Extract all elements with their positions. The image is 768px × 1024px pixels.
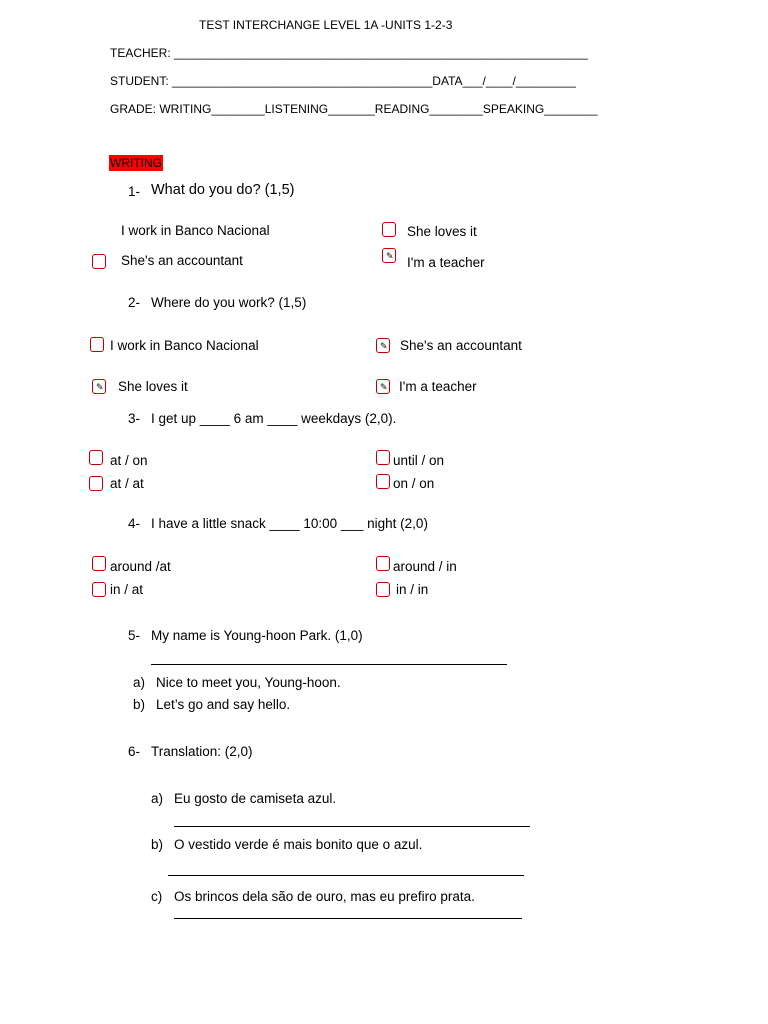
q6-number: 6- xyxy=(128,744,141,759)
q2-checkbox-accountant[interactable] xyxy=(376,338,390,353)
q6-answer-line-b[interactable] xyxy=(168,875,524,876)
student-field[interactable]: STUDENT: _______________________________________DATA___/____/_________ xyxy=(110,74,576,88)
q1-number: 1- xyxy=(128,184,141,199)
q6-item-letter: c) xyxy=(151,889,163,904)
q4-option-label: around /at xyxy=(110,559,171,574)
q4-option-label: in / in xyxy=(396,582,429,597)
q4-checkbox-in-in[interactable] xyxy=(376,582,390,597)
q5-answer-line[interactable] xyxy=(151,664,507,665)
section-writing-label: WRITING xyxy=(110,156,162,170)
q2-text: Where do you work? (1,5) xyxy=(151,295,307,310)
q4-checkbox-in-at[interactable] xyxy=(92,582,106,597)
q6-item-letter: b) xyxy=(151,837,164,852)
q3-option-label: on / on xyxy=(393,476,435,491)
q4-text: I have a little snack ____ 10:00 ___ night (2,0) xyxy=(151,516,428,531)
q2-checkbox-teacher[interactable] xyxy=(376,379,390,394)
q1-checkbox-accountant[interactable] xyxy=(92,254,106,269)
q4-option-label: in / at xyxy=(110,582,144,597)
q3-option-label: at / at xyxy=(110,476,144,491)
q2-checkbox-banco[interactable] xyxy=(90,337,104,352)
q6-item-text: O vestido verde é mais bonito que o azul. xyxy=(174,837,423,852)
q3-checkbox-at-at[interactable] xyxy=(89,476,103,491)
q6-item-letter: a) xyxy=(151,791,164,806)
pencil-check-mark-icon: ✎ xyxy=(380,341,388,351)
q6-text: Translation: (2,0) xyxy=(151,744,253,759)
pencil-check-mark-icon: ✎ xyxy=(380,382,388,392)
pencil-check-mark-icon: ✎ xyxy=(386,251,394,261)
q2-option-label: I'm a teacher xyxy=(399,379,477,394)
q3-option-label: until / on xyxy=(393,453,445,468)
q5-option-letter: a) xyxy=(133,675,146,690)
q2-option-label: I work in Banco Nacional xyxy=(110,338,259,353)
q4-option-label: around / in xyxy=(393,559,457,574)
q1-text: What do you do? (1,5) xyxy=(151,182,295,198)
q2-option-label: She's an accountant xyxy=(400,338,522,353)
q4-checkbox-around-at[interactable] xyxy=(92,556,106,571)
q5-option-text: Nice to meet you, Young-hoon. xyxy=(156,675,341,690)
q3-checkbox-on-on[interactable] xyxy=(376,474,390,489)
q5-option-letter: b) xyxy=(133,697,146,712)
grade-field[interactable]: GRADE: WRITING________LISTENING_______READING________SPEAKING________ xyxy=(110,102,598,116)
q3-checkbox-until-on[interactable] xyxy=(376,450,390,465)
q4-number: 4- xyxy=(128,516,141,531)
q6-item-text: Eu gosto de camiseta azul. xyxy=(174,791,337,806)
q5-text: My name is Young-hoon Park. (1,0) xyxy=(151,628,363,643)
q1-option-label: She's an accountant xyxy=(121,253,243,268)
q6-answer-line-a[interactable] xyxy=(174,826,530,827)
q1-checkbox-teacher[interactable] xyxy=(382,248,396,263)
q6-item-text: Os brincos dela são de ouro, mas eu prefiro prata. xyxy=(174,889,475,904)
q4-checkbox-around-in[interactable] xyxy=(376,556,390,571)
q1-checkbox-she-loves-it[interactable] xyxy=(382,222,396,237)
teacher-field[interactable]: TEACHER: ______________________________________________________________ xyxy=(110,46,588,60)
q2-number: 2- xyxy=(128,295,141,310)
q3-number: 3- xyxy=(128,411,141,426)
q2-option-label: She loves it xyxy=(118,379,188,394)
q3-text: I get up ____ 6 am ____ weekdays (2,0). xyxy=(151,411,397,426)
q3-option-label: at / on xyxy=(110,453,148,468)
q5-number: 5- xyxy=(128,628,141,643)
q1-option-label: She loves it xyxy=(407,224,477,239)
q2-checkbox-she-loves-it[interactable] xyxy=(92,379,106,394)
q6-answer-line-c[interactable] xyxy=(174,918,522,919)
q3-checkbox-at-on[interactable] xyxy=(89,450,103,465)
test-title: TEST INTERCHANGE LEVEL 1A -UNITS 1-2-3 xyxy=(199,18,453,32)
q1-option-label: I'm a teacher xyxy=(407,255,485,270)
q5-option-text: Let’s go and say hello. xyxy=(156,697,291,712)
pencil-check-mark-icon: ✎ xyxy=(96,382,104,392)
q1-option-label: I work in Banco Nacional xyxy=(121,223,270,238)
